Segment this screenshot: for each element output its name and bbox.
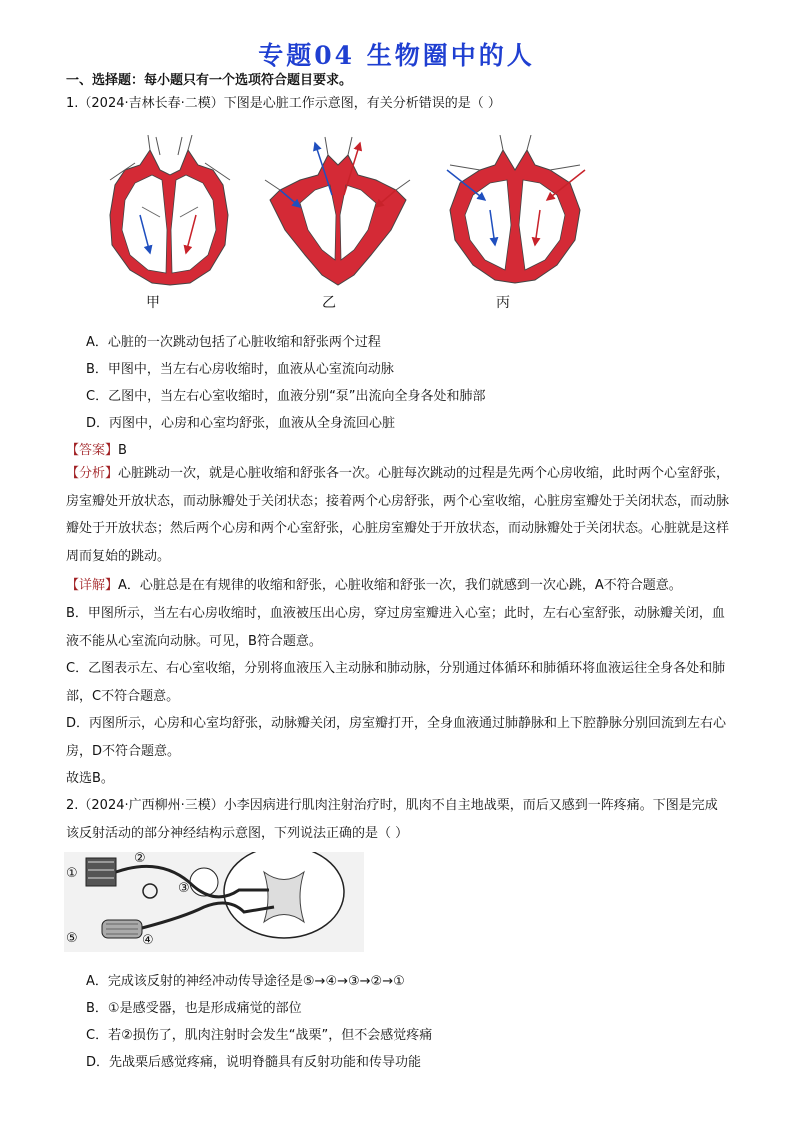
- q1-stem: 1.（2024·吉林长春·二模）下图是心脏工作示意图，有关分析错误的是（ ）: [66, 96, 501, 111]
- caption-bing: 丙: [496, 295, 510, 311]
- q1-option-c: C．乙图中，当左右心室收缩时，血液分别“泵”出流向全身各处和肺部: [86, 389, 486, 404]
- marker-4: ④: [142, 933, 154, 948]
- q1-detail-b: B．甲图所示，当左右心房收缩时，血液被压出心房，穿过房室瓣进入心室；此时，左右心室舒张，动脉瓣关闭，血液不能从心室流向动脉。可见，B符合题意。: [66, 606, 725, 649]
- detail-tag: 【详解】: [66, 578, 119, 593]
- heart-diagram: [90, 135, 590, 315]
- marker-1: ①: [66, 866, 78, 881]
- q1-detail-d: D．丙图所示，心房和心室均舒张，动脉瓣关闭，房室瓣打开，全身血液通过肺静脉和上下腔静脉分别回流到左右心房，D不符合题意。: [66, 716, 727, 759]
- q2-option-a: A．完成该反射的神经冲动传导途径是⑤→④→③→②→①: [86, 974, 405, 989]
- caption-yi: 乙: [322, 295, 336, 311]
- detail-a-text: A．心脏总是在有规律的收缩和舒张，心脏收缩和舒张一次，我们就感到一次心跳，A不符合题意。: [118, 578, 682, 593]
- q1-detail-c: C．乙图表示左、右心室收缩，分别将血液压入主动脉和肺动脉，分别通过体循环和肺循环将血液运往全身各处和肺部，C不符合题意。: [66, 661, 726, 704]
- heart-jia: [110, 135, 230, 285]
- q1-conclusion: 故选B。: [66, 771, 114, 786]
- answer-tag: 【答案】: [66, 443, 119, 458]
- reflex-arc-diagram: [64, 852, 364, 952]
- page-title: 专题04 生物圈中的人: [258, 41, 535, 70]
- answer-value: B: [118, 443, 127, 458]
- q2-option-c: C．若②损伤了，肌肉注射时会发生“战栗”，但不会感觉疼痛: [86, 1028, 433, 1043]
- marker-2: ②: [134, 852, 146, 866]
- q1-answer: [66, 442, 127, 460]
- q2-option-d: D．先战栗后感觉疼痛，说明脊髓具有反射功能和传导功能: [86, 1055, 422, 1070]
- heart-yi: [265, 137, 410, 285]
- q2-stem: 2.（2024·广西柳州·三模）小李因病进行肌肉注射治疗时，肌肉不自主地战栗，而后又感到一阵疼痛。下图是完成该反射活动的部分神经结构示意图，下列说法正确的是（ ）: [66, 798, 718, 841]
- q1-analysis: [66, 460, 730, 570]
- heart-bing: [447, 135, 585, 283]
- marker-3: ③: [178, 881, 190, 896]
- caption-jia: 甲: [146, 295, 160, 311]
- q1-option-b: B．甲图中，当左右心房收缩时，血液从心室流向动脉: [86, 362, 394, 377]
- marker-5: ⑤: [66, 931, 78, 946]
- q1-option-a: A．心脏的一次跳动包括了心脏收缩和舒张两个过程: [86, 335, 381, 350]
- section-heading: 一、选择题：每小题只有一个选项符合题目要求。: [66, 73, 353, 88]
- analysis-tag: 【分析】: [66, 466, 119, 481]
- q1-detail-a: [66, 572, 730, 600]
- analysis-text: 心脏跳动一次，就是心脏收缩和舒张各一次。心脏每次跳动的过程是先两个心房收缩，此时两个心室舒张，房室瓣处开放状态，而动脉瓣处于关闭状态；接着两个心房舒张，两个心室收缩，心脏房室瓣处于关闭状态，而动脉瓣处于开放状态；然后两个心房和两个心室舒张，心脏房室瓣处于开放状态，而动脉瓣处于关闭状态。心脏就是这样周而复始的跳动。: [66, 466, 730, 564]
- q2-option-b: B．①是感受器，也是形成痛觉的部位: [86, 1001, 302, 1016]
- q1-option-d: D．丙图中，心房和心室均舒张，血液从全身流回心脏: [86, 416, 396, 431]
